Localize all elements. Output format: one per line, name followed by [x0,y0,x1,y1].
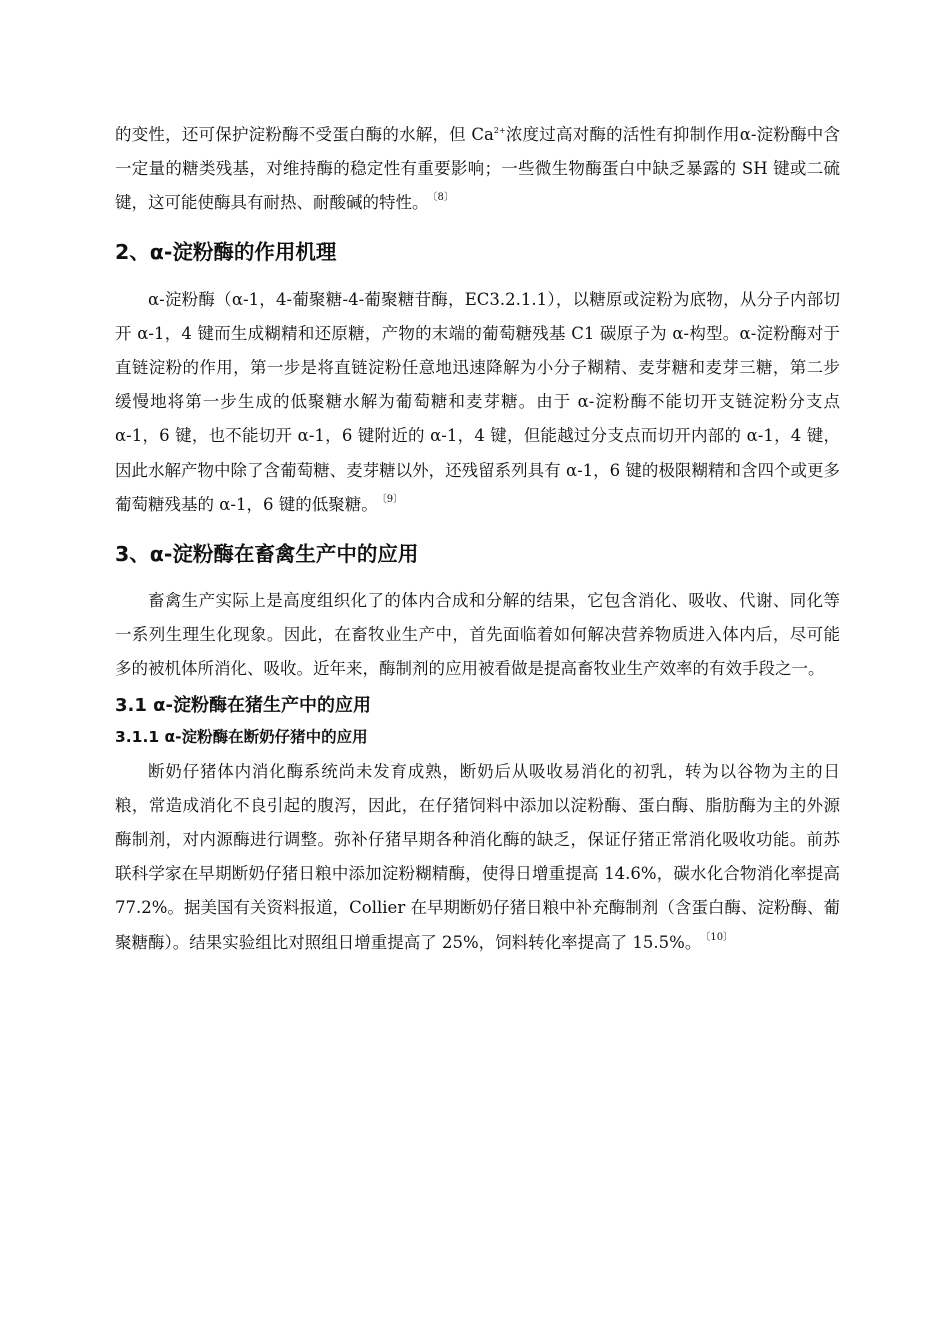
intro-text-b: 浓度过高对酶的活性有抑制作用α-淀粉酶中含一定量的糖类残基，对维持酶的稳定性有重要影响；一些微生物酶蛋白中缺乏暴露的 SH 键或二硫键，这可能使酶具有耐热、耐酸碱的特性。 [115,125,841,213]
document-body [115,118,840,960]
section-3-1-1-text: 断奶仔猪体内消化酶系统尚未发育成熟，断奶后从吸收易消化的初乳，转为以谷物为主的日粮，常造成消化不良引起的腹泻，因此，在仔猪饲料中添加以淀粉酶、蛋白酶、脂肪酶为主的外源酶制剂，对内源酶进行调整。弥补仔猪早期各种消化酶的缺乏，保证仔猪正常消化吸收功能。前苏联科学家在早期断奶仔猪日粮中添加淀粉糊精酶，使得日增重提高 14.6%，碳水化合物消化率提高 77.2%。据美国有关资料报道，Collier 在早期断奶仔猪日粮中补充酶制剂（含蛋白酶、淀粉酶、葡聚糖酶）。结果实验组比对照组日增重提高了 25%，饲料转化率提高了 15.5%。 [115,761,840,952]
section-2-heading: 2、α-淀粉酶的作用机理 [115,239,337,264]
intro-text-a: 的变性，还可保护淀粉酶不受蛋白酶的水解，但 Ca [115,125,494,144]
citation-9: 〔9〕 [381,493,404,505]
section-3-text: 畜禽生产实际上是高度组织化了的体内合成和分解的结果，它包含消化、吸收、代谢、同化等一系列生理生化现象。因此，在畜牧业生产中，首先面临着如何解决营养物质进入体内后，尽可能多的被机体所消化、吸收。近年来，酶制剂的应用被看做是提高畜牧业生产效率的有效手段之一。 [115,591,840,679]
intro-paragraph [115,118,840,221]
section-3-paragraph [115,584,840,687]
section-2-text: α-淀粉酶（α-1，4-葡聚糖-4-葡聚糖苷酶，EC3.2.1.1），以糖原或淀粉为底物，从分子内部切开 α-1，4 键而生成糊精和还原糖，产物的末端的葡萄糖残基 C1 碳原子为 α-构型。α-淀粉酶对于直链淀粉的作用，第一步是将直链淀粉任意地迅速降解为小分子糊精、麦芽糖和麦芽三糖，第二步缓慢地将第一步生成的低聚糖水解为葡萄糖和麦芽糖。由于 α-淀粉酶不能切开支链淀粉分支点 α-1，6 键，也不能切开 α-1，6 键附近的 α-1，4 键，但能越过分支点而切开内部的 α-1，4 键，因此水解产物中除了含葡萄糖、麦芽糖以外，还残留系列具有 α-1，6 键的极限糊精和含四个或更多葡萄糖残基的 α-1，6 键的低聚糖。 [115,289,840,514]
section-3-1-1-paragraph [115,755,840,960]
citation-10: 〔10〕 [705,931,734,943]
section-3-1-1-heading: 3.1.1 α-淀粉酶在断奶仔猪中的应用 [115,727,368,746]
section-2-paragraph [115,283,840,522]
section-3-heading: 3、α-淀粉酶在畜禽生产中的应用 [115,542,419,567]
calcium-ion-superscript: 2+ [493,126,506,135]
citation-8: 〔8〕 [432,192,454,204]
section-3-1-heading: 3.1 α-淀粉酶在猪生产中的应用 [115,694,371,716]
